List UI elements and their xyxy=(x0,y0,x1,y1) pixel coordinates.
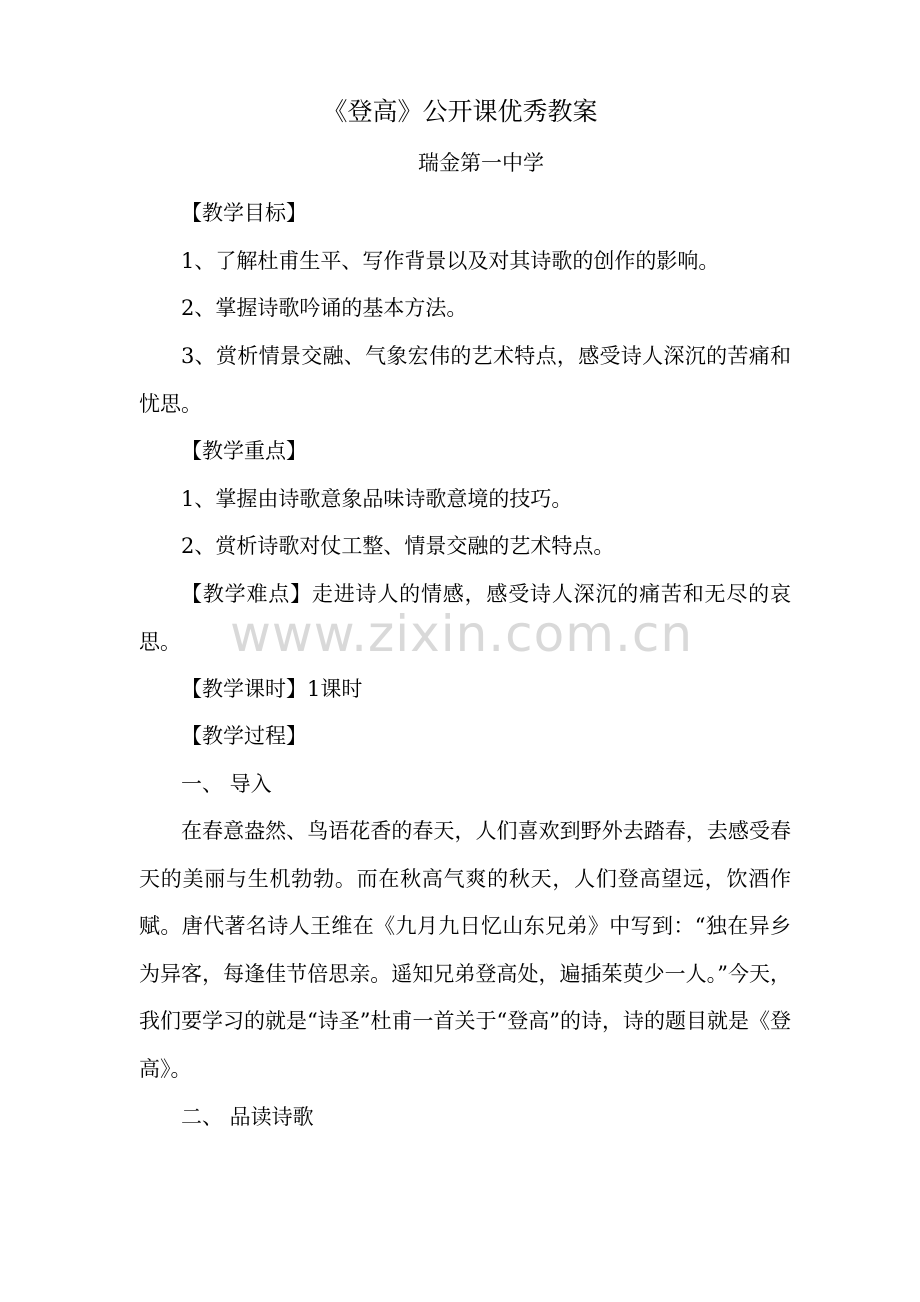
watermark: www.zixin.com.cn xyxy=(230,605,694,663)
step-heading-intro: 一、 导入 xyxy=(181,772,272,796)
school-name: 瑞金第一中学 xyxy=(418,151,544,175)
key-point-item-2: 2、赏析诗歌对仗工整、情景交融的艺术特点。 xyxy=(181,534,615,558)
objective-item-3: 3、赏析情景交融、气象宏伟的艺术特点，感受诗人深沉的苦痛和忧思。 xyxy=(139,344,791,416)
difficulty-paragraph: 【教学难点】走进诗人的情感，感受诗人深沉的痛苦和无尽的哀思。 xyxy=(139,582,791,654)
step-heading-reading: 二、 品读诗歌 xyxy=(181,1105,314,1129)
lesson-hours: 【教学课时】1课时 xyxy=(181,677,363,701)
intro-paragraph: 在春意盎然、鸟语花香的春天，人们喜欢到野外去踏春，去感受春天的美丽与生机勃勃。而在秋高气爽的秋天，人们登高望远，饮酒作赋。唐代著名诗人王维在《九月九日忆山东兄弟》中写到：“独在异乡为异客，每逢佳节倍思亲。遥知兄弟登高处，遍插茱萸少一人。”今天，我们要学习的就是“诗圣”杜甫一首关于“登高”的诗，诗的题目就是《登高》。 xyxy=(139,819,791,1081)
section-heading-objectives: 【教学目标】 xyxy=(181,201,307,225)
objective-item-1: 1、了解杜甫生平、写作背景以及对其诗歌的创作的影响。 xyxy=(181,249,720,273)
document-title: 《登高》公开课优秀教案 xyxy=(322,97,598,126)
section-heading-process: 【教学过程】 xyxy=(181,724,307,748)
key-point-item-1: 1、掌握由诗歌意象品味诗歌意境的技巧。 xyxy=(181,487,573,511)
objective-item-2: 2、掌握诗歌吟诵的基本方法。 xyxy=(181,296,468,320)
section-heading-key-points: 【教学重点】 xyxy=(181,439,307,463)
